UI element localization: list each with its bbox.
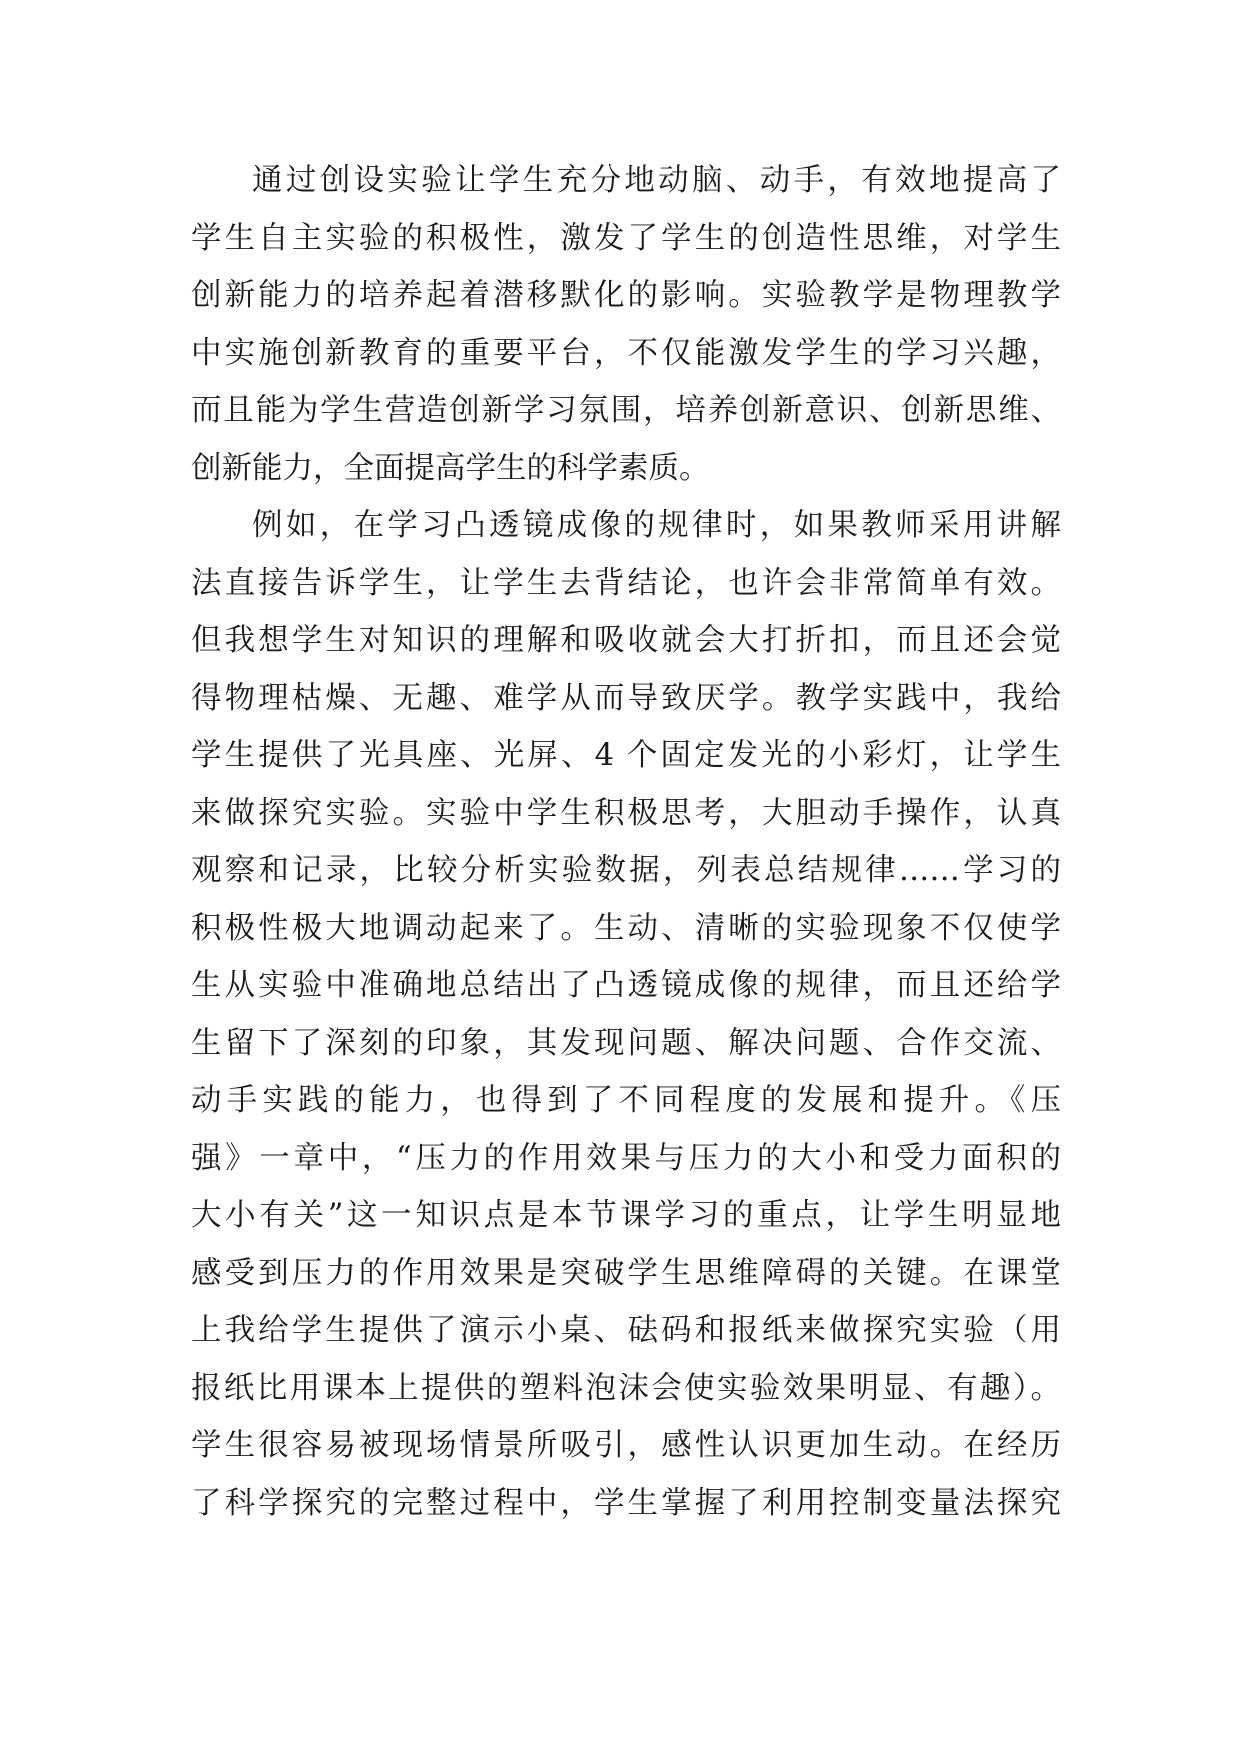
- paragraph-line: 而且能为学生营造创新学习氛围，培养创新意识、创新思维、: [191, 393, 1061, 428]
- paragraph-2: [191, 497, 1061, 1532]
- paragraph-line: 大小有关”这一知识点是本节课学习的重点，让学生明显地: [191, 1198, 1061, 1233]
- paragraph-line: 学生提供了光具座、光屏、4 个固定发光的小彩灯，让学生: [191, 738, 1061, 773]
- paragraph-line: 强》一章中，“压力的作用效果与压力的大小和受力面积的: [191, 1140, 1061, 1176]
- paragraph-line: 创新能力的培养起着潜移默化的影响。实验教学是物理教学: [191, 278, 1061, 313]
- paragraph-line: 生留下了深刻的印象，其发现问题、解决问题、合作交流、: [191, 1025, 1061, 1061]
- paragraph-line: 动手实践的能力，也得到了不同程度的发展和提升。《压: [191, 1083, 1061, 1118]
- paragraph-line: 法直接告诉学生，让学生去背结论，也许会非常简单有效。: [191, 565, 1061, 601]
- paragraph-1: [191, 152, 1061, 497]
- paragraph-line: 报纸比用课本上提供的塑料泡沫会使实验效果明显、有趣）。: [191, 1370, 1061, 1406]
- paragraph-line: 生从实验中准确地总结出了凸透镜成像的规律，而且还给学: [191, 968, 1061, 1003]
- paragraph-line: 学生自主实验的积极性，激发了学生的创造性思维，对学生: [191, 220, 1061, 256]
- paragraph-line: 积极性极大地调动起来了。生动、清晰的实验现象不仅使学: [191, 910, 1061, 946]
- paragraph-line: 创新能力，全面提高学生的科学素质。: [191, 450, 710, 486]
- paragraph-line: 上我给学生提供了演示小桌、砝码和报纸来做探究实验（用: [191, 1313, 1061, 1348]
- paragraph-line: 来做探究实验。实验中学生积极思考，大胆动手操作，认真: [191, 795, 1061, 831]
- paragraph-line: 观察和记录，比较分析实验数据，列表总结规律……学习的: [191, 853, 1061, 888]
- paragraph-line: 了科学探究的完整过程中，学生掌握了利用控制变量法探究: [191, 1485, 1061, 1521]
- body-text: [191, 152, 1061, 1532]
- paragraph-line: 中实施创新教育的重要平台，不仅能激发学生的学习兴趣，: [191, 335, 1061, 371]
- paragraph-line: 例如，在学习凸透镜成像的规律时，如果教师采用讲解: [252, 508, 1061, 543]
- paragraph-line: 感受到压力的作用效果是突破学生思维障碍的关键。在课堂: [191, 1255, 1061, 1291]
- paragraph-line: 学生很容易被现场情景所吸引，感性认识更加生动。在经历: [191, 1428, 1061, 1463]
- paragraph-line: 但我想学生对知识的理解和吸收就会大打折扣，而且还会觉: [191, 623, 1061, 658]
- paragraph-line: 得物理枯燥、无趣、难学从而导致厌学。教学实践中，我给: [191, 680, 1061, 716]
- paragraph-line: 通过创设实验让学生充分地动脑、动手，有效地提高了: [252, 163, 1061, 198]
